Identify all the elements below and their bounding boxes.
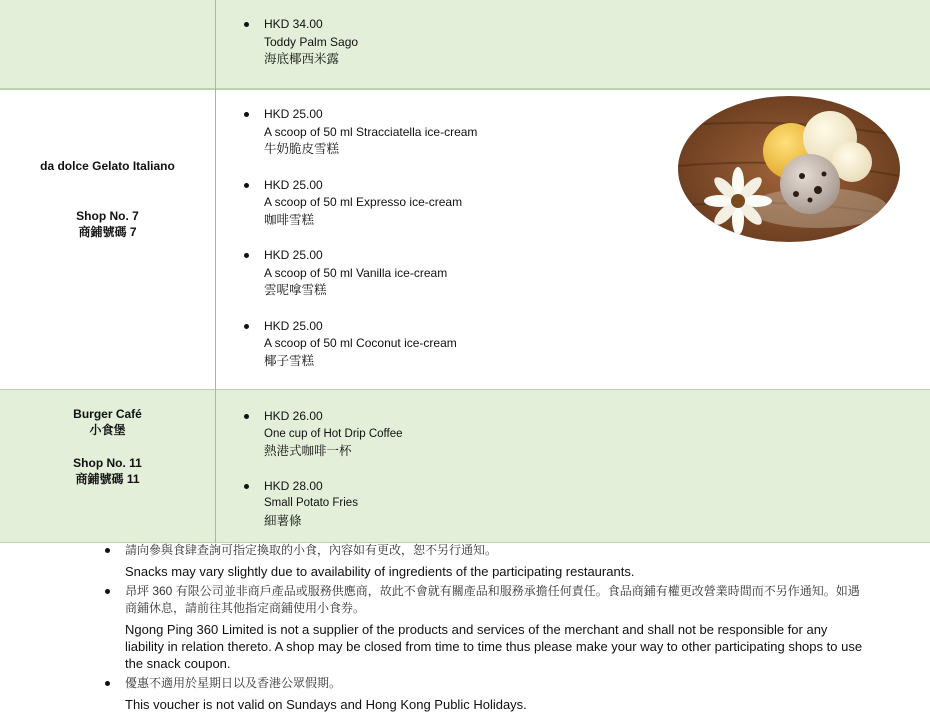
menu-row-3 [0,390,930,543]
shop-name: Burger Café [73,407,142,421]
note-item [105,542,865,580]
item-name-zh: 海底椰西米露 [264,52,340,66]
item-name-en: A scoop of 50 ml Vanilla ice-cream [264,265,448,280]
item-price: HKD 25.00 [264,318,323,333]
note-en: Snacks may vary slightly due to availability of ingredients of the participating restaurants. [125,564,635,579]
item-name-zh: 牛奶脆皮雪糕 [264,142,340,156]
note-en: Ngong Ping 360 Limited is not a supplier of the products and services of the merchant and shall not be responsible for any liability in relation thereto. A shop may be closed from time to time thus please make your way to other participating shops to use the snack coupon. [125,622,863,671]
column-divider [215,0,216,543]
item-name-en: Toddy Palm Sago [264,34,359,49]
menu-item [244,16,358,69]
item-name-en: One cup of Hot Drip Coffee [264,427,403,440]
note-zh: 請向參與食肆查詢可指定換取的小食，內容如有更改，恕不另行通知。 [125,543,498,557]
shop-number: Shop No. 11 [73,456,142,470]
shop-number: Shop No. 7 [76,209,139,223]
item-name-zh: 咖啡雪糕 [264,212,315,227]
menu-item [244,478,403,531]
shop-number-zh: 商鋪號碼 7 [78,225,137,239]
ice-cream-illustration [678,96,900,242]
menu-item [244,177,477,230]
item-list [244,106,477,370]
ice-cream-photo [678,96,900,242]
item-name-en: A scoop of 50 ml Expresso ice-cream [264,195,463,209]
item-price: HKD 25.00 [264,248,323,262]
item-list [244,16,358,69]
note-en: This voucher is not valid on Sundays and Hong Kong Public Holidays. [125,697,527,712]
shop-name: da dolce Gelato Italiano [40,159,175,173]
note-zh: 優惠不適用於星期日以及香港公眾假期。 [125,676,342,690]
shop-number-zh: 商鋪號碼 11 [75,472,140,486]
menu-item [244,408,403,461]
item-list [244,408,403,530]
menu-item [244,318,477,371]
item-name-zh: 細薯條 [264,513,302,528]
item-name-zh: 熱港式咖啡一杯 [264,444,352,458]
menu-item [244,106,477,159]
terms-notes [105,542,865,716]
item-price: HKD 28.00 [264,478,323,493]
item-price: HKD 34.00 [264,17,323,31]
shop-info [0,158,215,240]
menu-row-1 [0,0,930,89]
menu-item [244,247,477,300]
item-name-zh: 椰子雪糕 [264,353,315,368]
item-name-en: A scoop of 50 ml Coconut ice-cream [264,336,457,350]
item-price: HKD 25.00 [264,177,323,192]
shop-info [0,406,215,487]
item-price: HKD 26.00 [264,409,323,423]
item-name-en: A scoop of 50 ml Stracciatella ice-cream [264,124,478,139]
shop-name-zh: 小食堡 [89,423,126,437]
note-item [105,675,865,713]
item-name-zh: 雲呢嗱雪糕 [264,283,327,297]
note-zh: 昂坪 360 有限公司並非商戶產品或服務供應商，故此不會就有關產品和服務承擔任何責任。食品商鋪有權更改營業時間而不另作通知。如遇商鋪休息，請前往其他指定商鋪使用小食券。 [125,584,860,615]
item-name-en: Small Potato Fries [264,497,358,509]
item-price: HKD 25.00 [264,107,323,121]
note-item [105,583,865,672]
